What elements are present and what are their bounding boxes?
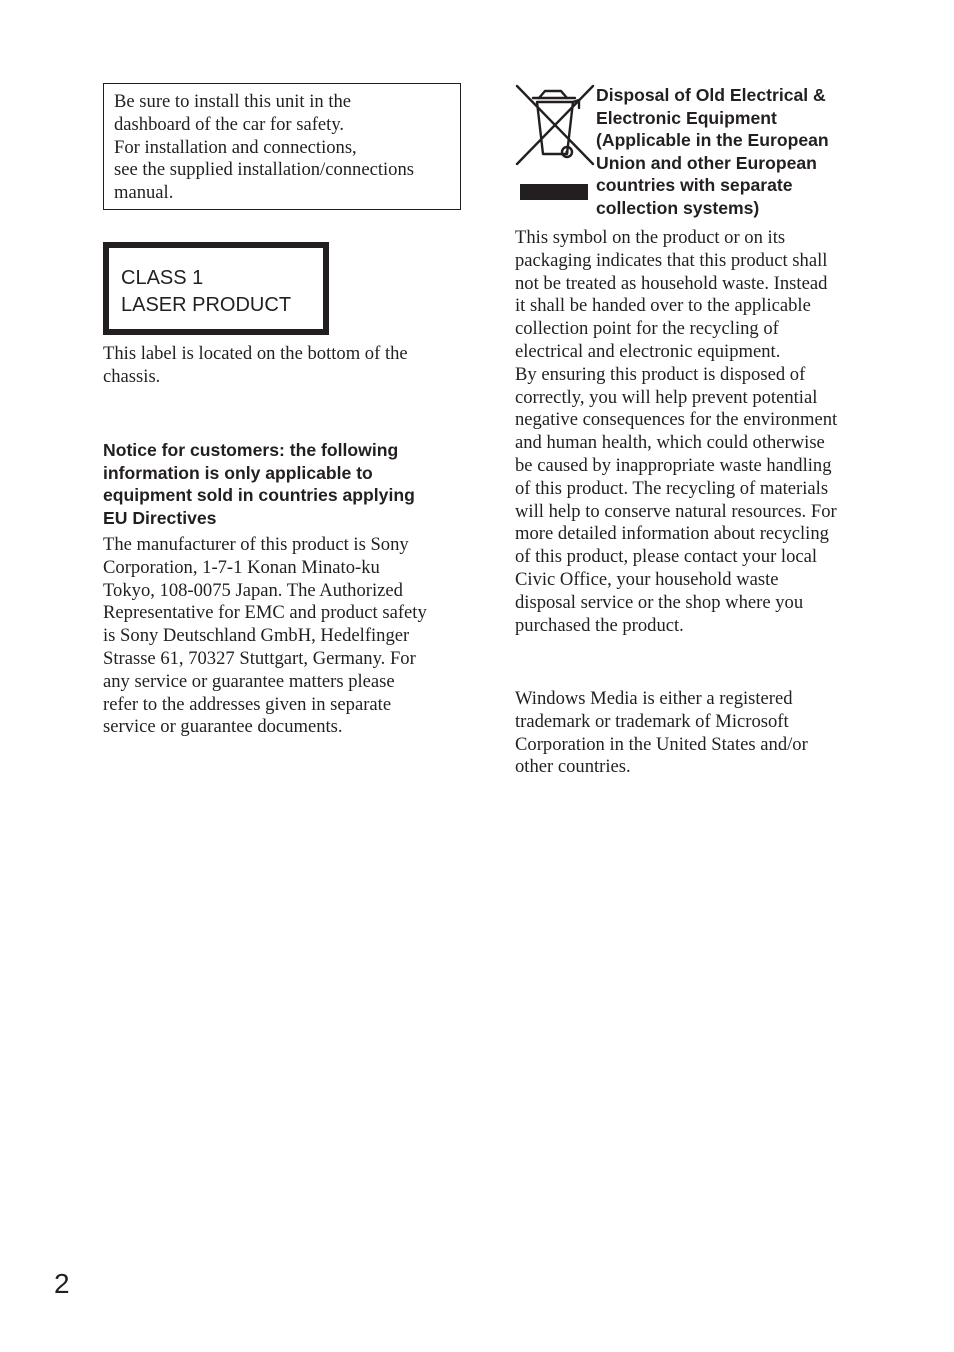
heading-line: EU Directives: [103, 507, 217, 528]
installation-notice-box: [103, 83, 461, 210]
heading-line: equipment sold in countries applying: [103, 485, 415, 506]
install-notice-line: For installation and connections,: [114, 136, 357, 158]
body-line: Representative for EMC and product safety: [103, 602, 427, 624]
eu-notice-heading: [103, 439, 415, 529]
body-line: Corporation, 1-7-1 Konan Minato-ku: [103, 556, 380, 578]
laser-label-class: CLASS 1: [121, 267, 204, 289]
body-line: Tokyo, 108-0075 Japan. The Authorized: [103, 579, 403, 601]
body-line: and human health, which could otherwise: [515, 432, 825, 454]
class-1-laser-product-label: [103, 242, 329, 335]
body-line: other countries.: [515, 756, 631, 778]
body-line: Windows Media is either a registered: [515, 688, 793, 709]
heading-line: Electronic Equipment: [596, 107, 777, 128]
trademark-notice: [515, 688, 808, 779]
heading-line: information is only applicable to: [103, 462, 373, 483]
install-notice-line: dashboard of the car for safety.: [114, 113, 345, 135]
body-line: packaging indicates that this product shall: [515, 249, 828, 271]
heading-line: Union and other European: [596, 152, 817, 173]
body-line: trademark or trademark of Microsoft: [515, 710, 789, 732]
laser-label-inner: [109, 248, 323, 329]
body-line: refer to the addresses given in separate: [103, 693, 392, 715]
disposal-body: [515, 227, 837, 637]
body-line: service or guarantee documents.: [103, 716, 343, 738]
laser-label-caption: [103, 343, 408, 389]
laser-label-product: LASER PRODUCT: [121, 294, 292, 316]
disposal-heading: [596, 84, 829, 220]
body-line: more detailed information about recycling: [515, 523, 829, 545]
caption-line: chassis.: [103, 365, 161, 387]
body-line: Corporation in the United States and/or: [515, 733, 808, 755]
page-number: 2: [54, 1268, 70, 1299]
install-notice-line: see the supplied installation/connections: [114, 159, 415, 181]
heading-line: Disposal of Old Electrical &: [596, 85, 826, 105]
body-line: collection point for the recycling of: [515, 318, 779, 340]
body-line: is Sony Deutschland GmbH, Hedelfinger: [103, 625, 410, 647]
heading-line: collection systems): [596, 197, 760, 218]
body-line: This symbol on the product or on its: [515, 227, 786, 248]
body-line: correctly, you will help prevent potential: [515, 386, 818, 408]
body-line: of this product. The recycling of materials: [515, 477, 829, 499]
heading-line: (Applicable in the European: [596, 130, 829, 151]
body-line: any service or guarantee matters please: [103, 670, 395, 692]
install-notice-line: Be sure to install this unit in the: [114, 91, 352, 112]
caption-line: This label is located on the bottom of the: [103, 343, 408, 364]
heading-line: countries with separate: [596, 175, 793, 196]
body-line: Civic Office, your household waste: [515, 568, 779, 590]
body-line: of this product, please contact your local: [515, 546, 818, 568]
crossed-out-wheelie-bin-icon: [515, 84, 595, 202]
body-line: be caused by inappropriate waste handling: [515, 454, 832, 476]
body-line: not be treated as household waste. Instead: [515, 272, 828, 294]
body-line: negative consequences for the environment: [515, 409, 838, 431]
heading-line: Notice for customers: the following: [103, 440, 399, 460]
body-line: purchased the product.: [515, 614, 684, 636]
body-line: The manufacturer of this product is Sony: [103, 534, 409, 555]
body-line: Strasse 61, 70327 Stuttgart, Germany. For: [103, 647, 416, 669]
body-line: disposal service or the shop where you: [515, 591, 804, 613]
body-line: By ensuring this product is disposed of: [515, 363, 806, 385]
eu-notice-body: [103, 534, 427, 739]
body-line: it shall be handed over to the applicable: [515, 295, 811, 317]
body-line: electrical and electronic equipment.: [515, 340, 781, 362]
install-notice-line: manual.: [114, 182, 174, 204]
body-line: will help to conserve natural resources. For: [515, 500, 837, 522]
